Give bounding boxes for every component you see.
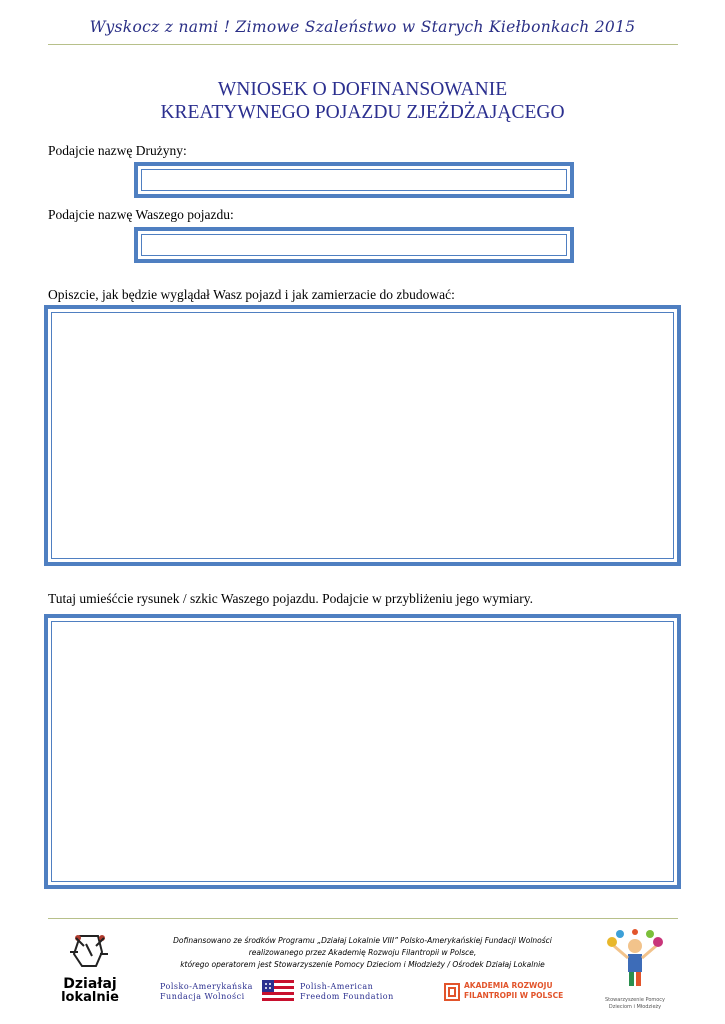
document-title-line2: KREATYWNEGO POJAZDU ZJEŻDŻAJĄCEGO xyxy=(160,102,565,123)
paff-line2: Freedom Foundation xyxy=(300,992,394,1001)
pafw-logo xyxy=(160,982,260,1002)
arfp-line2: FILANTROPII W POLSCE xyxy=(464,991,564,1000)
description-field[interactable] xyxy=(44,305,681,566)
pafw-line2: Fundacja Wolności xyxy=(160,992,245,1001)
dzialaj-lokalnie-icon xyxy=(58,930,122,972)
arfp-line1: AKADEMIA ROZWOJU xyxy=(464,981,553,990)
arfp-icon xyxy=(444,983,460,1001)
spdm-line1: Stowarzyszenie Pomocy xyxy=(604,997,666,1003)
dzialaj-lokalnie-logo xyxy=(58,930,122,1010)
team-name-label: Podajcie nazwę Drużyny: xyxy=(48,143,187,158)
paff-line1: Polish-American xyxy=(300,982,374,991)
spdm-line2: Dzieciom i Młodzieży xyxy=(608,1004,662,1010)
pafw-line1: Polsko-Amerykańska xyxy=(160,982,253,991)
flag-icon xyxy=(262,980,294,1004)
footer-line2: realizowanego przez Akademię Rozwoju Filantropii w Polsce, xyxy=(248,948,477,957)
vehicle-name-field[interactable] xyxy=(134,227,574,263)
paff-logo xyxy=(300,982,410,1002)
footer-line1: Dofinansowano ze środków Programu „Działaj Lokalnie VIII” Polsko-Amerykańskiej Fundacji Wolności xyxy=(173,936,552,945)
drawing-label: Tutaj umieśćcie rysunek / szkic Waszego pojazdu. Podajcie w przybliżeniu jego wymiary. xyxy=(48,591,534,606)
document-title-line1: WNIOSEK O DOFINANSOWANIE xyxy=(217,79,508,100)
children-figure-icon xyxy=(600,928,670,992)
team-name-field[interactable] xyxy=(134,162,574,198)
dzialaj-lokalnie-line2: lokalnie xyxy=(61,990,119,1005)
description-label: Opiszcie, jak będzie wyglądał Wasz pojazd i jak zamierzacie do zbudować: xyxy=(48,287,455,302)
footer-line3: którego operatorem jest Stowarzyszenie Pomocy Dzieciom i Młodzieży / Ośrodek Działaj Lokalnie xyxy=(180,960,545,969)
header-title: Wyskocz z nami ! Zimowe Szaleństwo w Starych Kiełbonkach 2015 xyxy=(89,18,636,36)
dzialaj-lokalnie-line1: Działaj xyxy=(63,976,117,992)
drawing-field[interactable] xyxy=(44,614,681,889)
arfp-logo xyxy=(444,981,574,1003)
vehicle-name-label: Podajcie nazwę Waszego pojazdu: xyxy=(48,207,234,222)
header-rule xyxy=(48,44,678,45)
spdm-logo xyxy=(600,928,670,1018)
footer-rule xyxy=(48,918,678,919)
